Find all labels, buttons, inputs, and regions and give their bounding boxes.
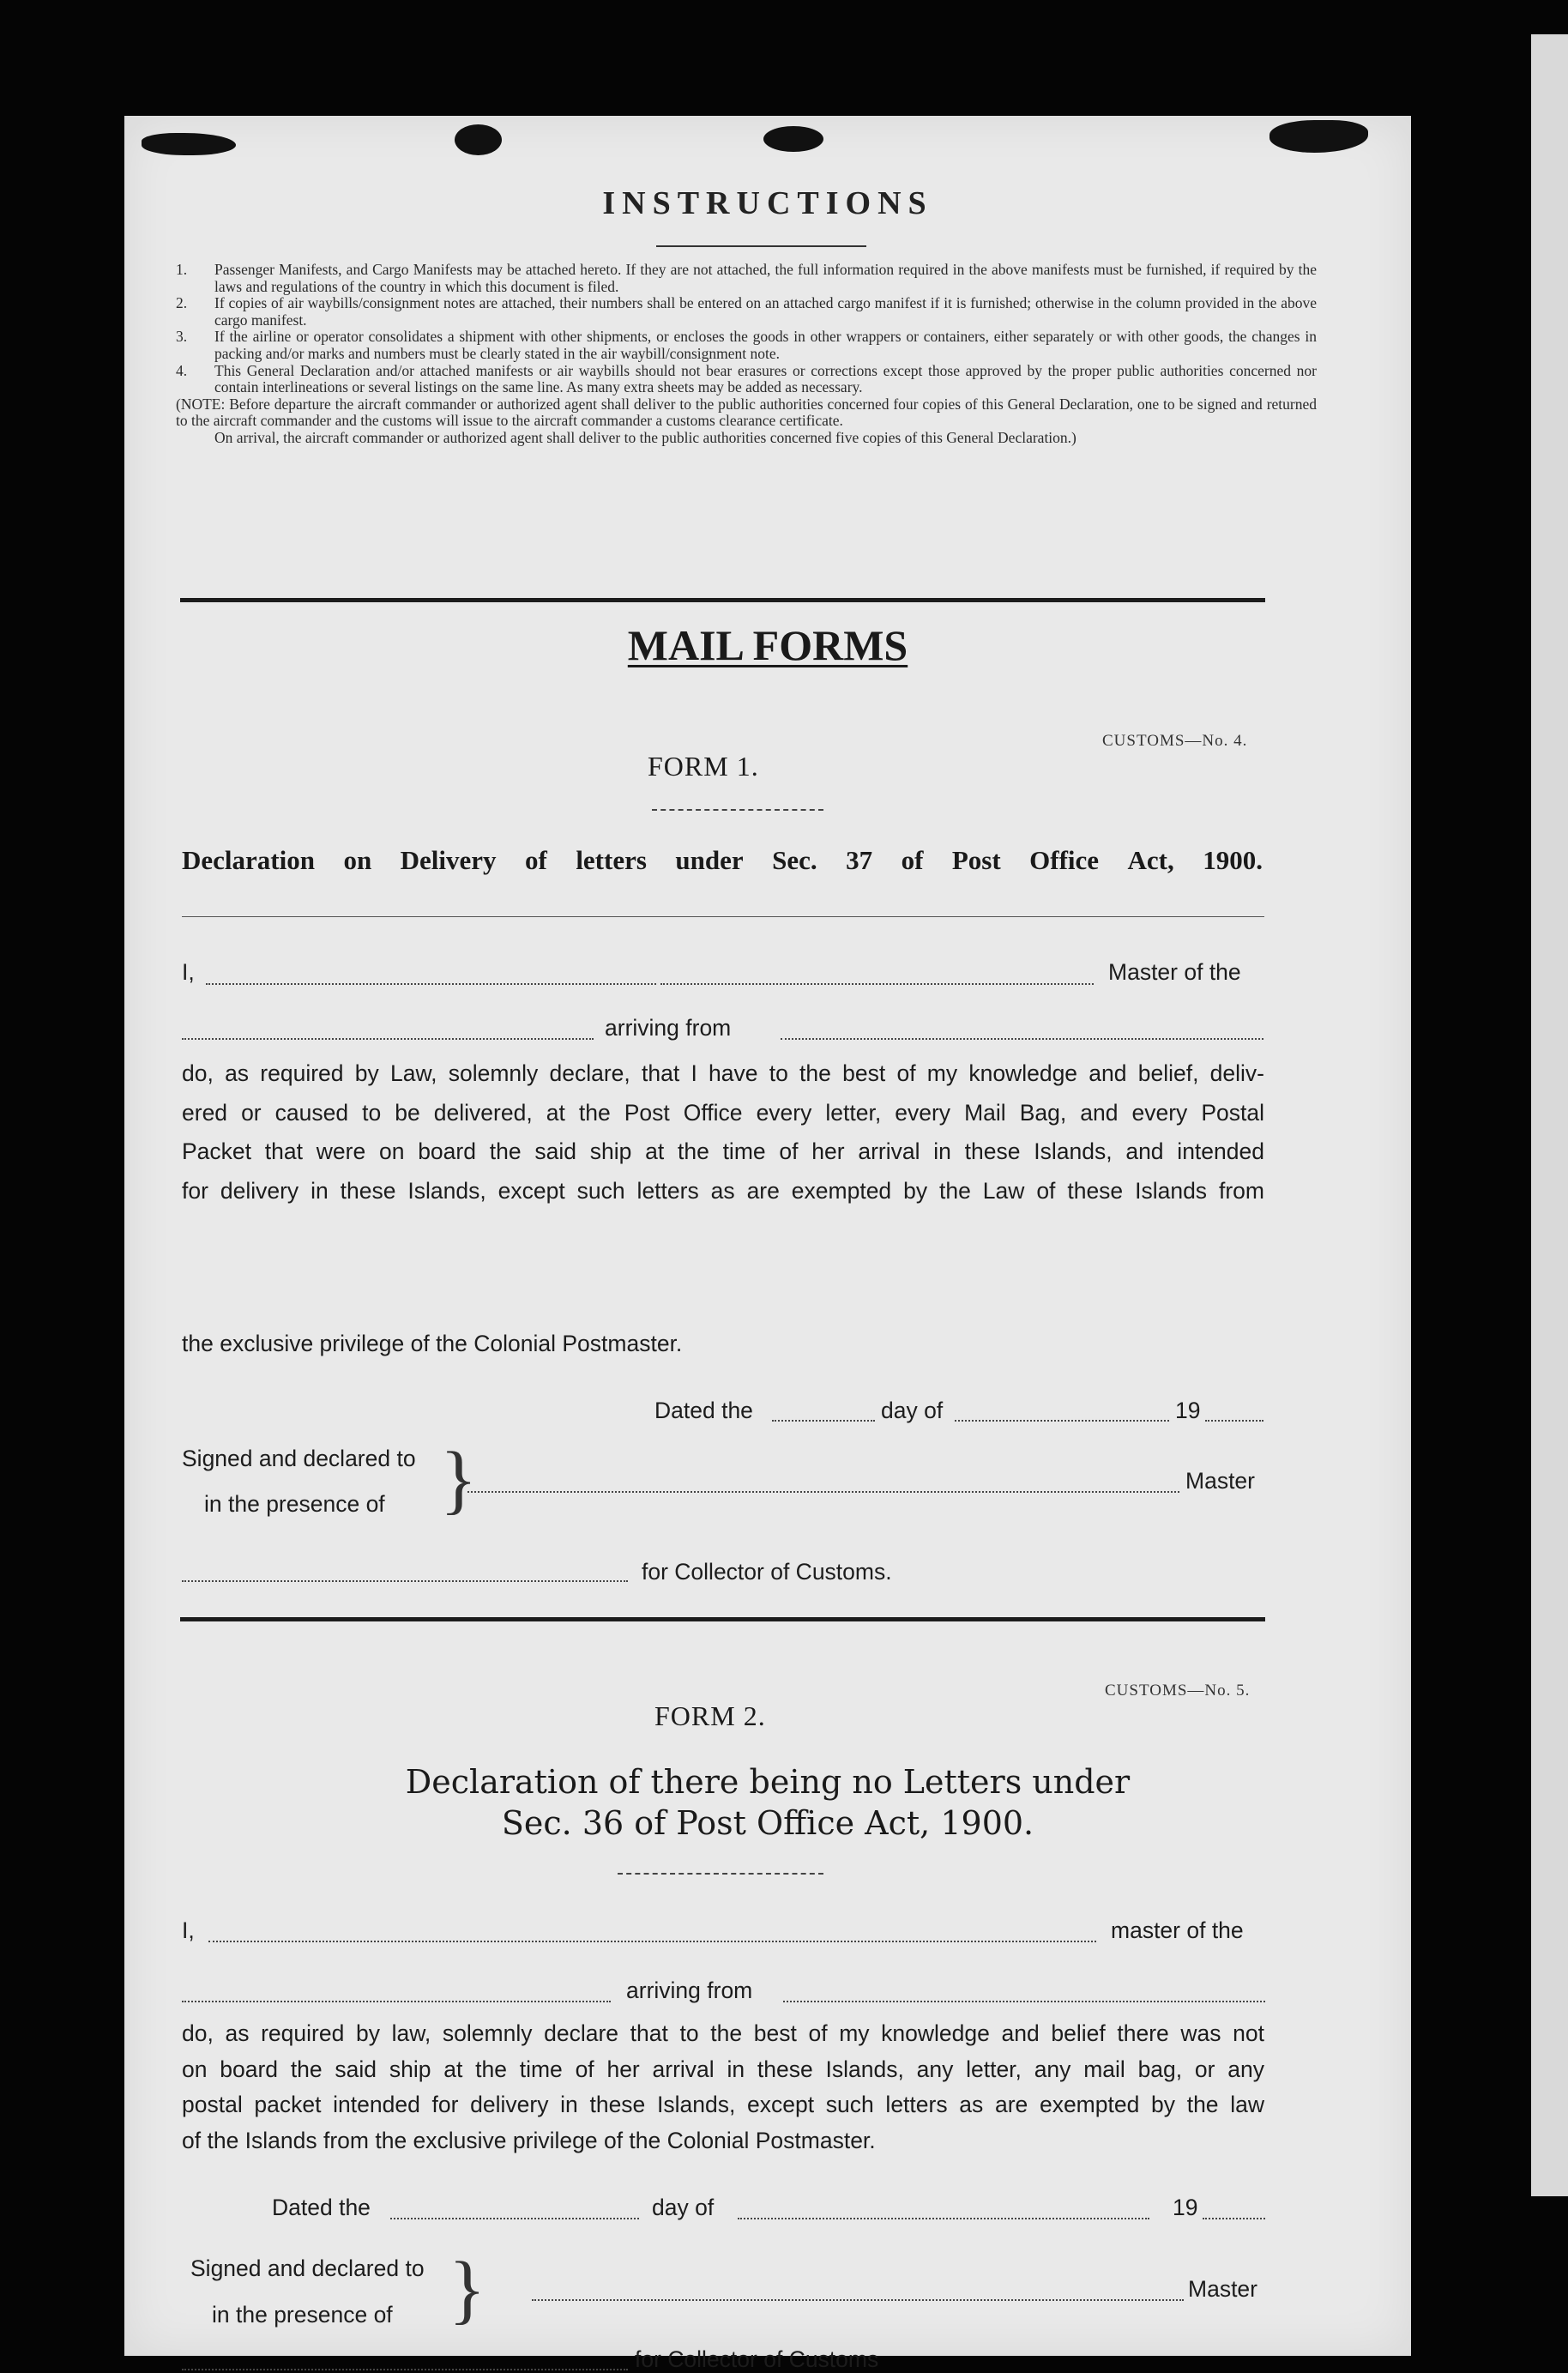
form1-declaration-word: Office xyxy=(1029,845,1100,875)
form2-body-last-line: of the Islands from the exclusive privilege of the Colonial Postmaster. xyxy=(182,2128,876,2153)
form1-master-of-the: Master of the xyxy=(1108,959,1241,985)
form1-year-prefix: 19 xyxy=(1175,1398,1201,1423)
instructions-title-rule xyxy=(656,245,866,247)
form1-declaration-word: Post xyxy=(951,845,1001,875)
instruction-text: If copies of air waybills/consignment notes are attached, their numbers shall be entered on an attached cargo manifest if it is furnished; otherwise in the column provided in the above cargo manifest. xyxy=(214,294,1317,329)
form1-body-line: for delivery in these Islands, except such letters as are exempted by the Law of these Islands from xyxy=(182,1177,1264,1204)
instructions-list xyxy=(176,262,1317,447)
instructions-title: INSTRUCTIONS xyxy=(602,185,933,221)
form2-in-presence: in the presence of xyxy=(212,2302,393,2328)
form1-arriving-from: arriving from xyxy=(605,1015,732,1041)
form1-ship-field[interactable] xyxy=(182,1038,594,1040)
form1-origin-field[interactable] xyxy=(781,1038,1263,1040)
form1-month-field[interactable] xyxy=(955,1420,1169,1422)
form1-in-presence: in the presence of xyxy=(204,1491,385,1517)
form2-arriving-from: arriving from xyxy=(626,1978,753,2003)
form2-signed-declared: Signed and declared to xyxy=(190,2255,425,2281)
instruction-item xyxy=(176,262,1317,295)
form1-master-signature-field[interactable] xyxy=(467,1491,1179,1493)
form1-collector-signature-field[interactable] xyxy=(182,1580,628,1582)
form1-body-last-line: the exclusive privilege of the Colonial Postmaster. xyxy=(182,1331,683,1356)
form2-year-field[interactable] xyxy=(1203,2218,1265,2219)
form1-brace: } xyxy=(440,1437,478,1522)
form1-heading-rule xyxy=(652,809,823,811)
form2-declaration-title xyxy=(124,1761,1411,1844)
form1-declaration-word: on xyxy=(343,845,372,875)
instructions-note: (NOTE: Before departure the aircraft commander or authorized agent shall deliver to the public authorities concerned four copies of this General Declaration, one to be signed and returned to the aircraft commander and the customs will issue to the aircraft commander a customs clearance certificate. xyxy=(176,395,1317,430)
form2-declaration-line: Sec. 36 of Post Office Act, 1900. xyxy=(501,1804,1034,1842)
form2-origin-field[interactable] xyxy=(783,2001,1265,2002)
form2-brace: } xyxy=(449,2247,486,2332)
instruction-text: Passenger Manifests, and Cargo Manifests may be attached hereto. If they are not attached, the full information required in the above manifests must be furnished, if required by the laws and regulations of the country in which this document is filed. xyxy=(214,261,1317,295)
form2-collector-signature-field[interactable] xyxy=(182,2369,628,2370)
form2-body-line: do, as required by law, solemnly declare that to the best of my knowledge and belief there was not xyxy=(182,2020,1264,2046)
instructions-note-arrival: On arrival, the aircraft commander or authorized agent shall deliver to the public authorities concerned five copies of this General Declaration.) xyxy=(214,428,1076,446)
instruction-item xyxy=(176,363,1317,396)
form1-dated-the: Dated the xyxy=(654,1398,753,1423)
form1-declaration-word: of xyxy=(901,845,924,875)
form2-collector-label: for Collector of Customs xyxy=(635,2346,879,2372)
punch-mark-center-left xyxy=(455,124,502,155)
document-page xyxy=(124,116,1411,2372)
form1-customs-number: CUSTOMS—No. 4. xyxy=(1102,732,1248,750)
form2-month-field[interactable] xyxy=(738,2218,1149,2219)
form2-heading-rule xyxy=(618,1873,823,1875)
form2-master-signature-field[interactable] xyxy=(532,2299,1184,2301)
form1-master-label: Master xyxy=(1185,1468,1255,1494)
form1-day-field[interactable] xyxy=(772,1420,875,1422)
form1-body-line: do, as required by Law, solemnly declare, that I have to the best of my knowledge and belief, deliv- xyxy=(182,1060,1264,1086)
form2-ship-field[interactable] xyxy=(182,2001,611,2002)
form1-name-field-cont[interactable] xyxy=(660,983,1094,985)
punch-mark-center xyxy=(763,126,823,152)
form2-year-prefix: 19 xyxy=(1173,2195,1198,2220)
form1-body-line: ered or caused to be delivered, at the Post Office every letter, every Mail Bag, and every Postal xyxy=(182,1099,1264,1126)
form2-master-of-the: master of the xyxy=(1111,1917,1244,1943)
form1-name-field[interactable] xyxy=(206,983,656,985)
form1-declaration-word: 37 xyxy=(846,845,873,875)
form2-heading: FORM 2. xyxy=(654,1700,766,1731)
form1-signed-declared: Signed and declared to xyxy=(182,1446,416,1471)
form1-declaration-word: letters xyxy=(576,845,647,875)
mail-forms-title: MAIL FORMS xyxy=(627,621,908,669)
form2-day-of: day of xyxy=(652,2195,715,2220)
section-divider xyxy=(180,598,1265,602)
instruction-number: 1. xyxy=(176,261,188,278)
instruction-item xyxy=(176,295,1317,329)
instruction-number: 2. xyxy=(176,294,188,312)
form2-body-line: on board the said ship at the time of her arrival in these Islands, any letter, any mail bag, or any xyxy=(182,2056,1264,2082)
form2-body xyxy=(182,2016,1264,2123)
form1-declaration-word: Act, xyxy=(1127,845,1174,875)
form1-collector-label: for Collector of Customs. xyxy=(642,1559,892,1585)
instruction-item xyxy=(176,329,1317,362)
form1-title-underline xyxy=(182,916,1264,917)
punch-mark-right xyxy=(1269,120,1368,153)
instruction-text: If the airline or operator consolidates a shipment with other shipments, or encloses the goods in other wrappers or containers, either separately or with other goods, the changes in packing and/or marks and numbers must be clearly stated in the air waybill/consignment note. xyxy=(214,328,1317,362)
form1-year-field[interactable] xyxy=(1205,1420,1263,1422)
form1-declaration-title xyxy=(182,845,1263,876)
form1-declaration-word: Delivery xyxy=(400,845,497,875)
form1-declaration-word: of xyxy=(525,845,547,875)
form2-dated-the: Dated the xyxy=(272,2195,371,2220)
form2-customs-number: CUSTOMS—No. 5. xyxy=(1105,1682,1251,1700)
form1-declaration-word: Sec. xyxy=(772,845,817,875)
form2-day-field[interactable] xyxy=(390,2218,639,2219)
form2-name-field[interactable] xyxy=(208,1941,1096,1942)
form2-master-label: Master xyxy=(1188,2276,1257,2302)
form2-body-line: postal packet intended for delivery in these Islands, except such letters as are exempted by the law xyxy=(182,2092,1264,2117)
adjacent-page-edge xyxy=(1531,34,1568,2196)
form2-declaration-line: Declaration of there being no Letters under xyxy=(405,1763,1131,1801)
punch-mark-left xyxy=(142,133,236,155)
form1-i-label: I, xyxy=(182,959,195,985)
instruction-text: This General Declaration and/or attached manifests or air waybills should not bear erasures or corrections except those approved by the proper public authorities concerned nor contain interlineations or several listings on the same line. As many extra sheets may be added as necessary. xyxy=(214,361,1317,396)
form1-body xyxy=(182,1054,1264,1211)
form2-i-label: I, xyxy=(182,1917,195,1943)
form1-declaration-word: Declaration xyxy=(182,845,315,875)
instruction-number: 4. xyxy=(176,361,188,379)
instruction-number: 3. xyxy=(176,328,188,346)
form1-day-of: day of xyxy=(881,1398,944,1423)
form-divider xyxy=(180,1617,1265,1621)
form1-declaration-word: 1900. xyxy=(1203,845,1263,875)
form1-body-line: Packet that were on board the said ship at the time of her arrival in these Islands, and intended xyxy=(182,1138,1264,1164)
form1-heading: FORM 1. xyxy=(648,751,759,782)
form1-declaration-word: under xyxy=(675,845,744,875)
